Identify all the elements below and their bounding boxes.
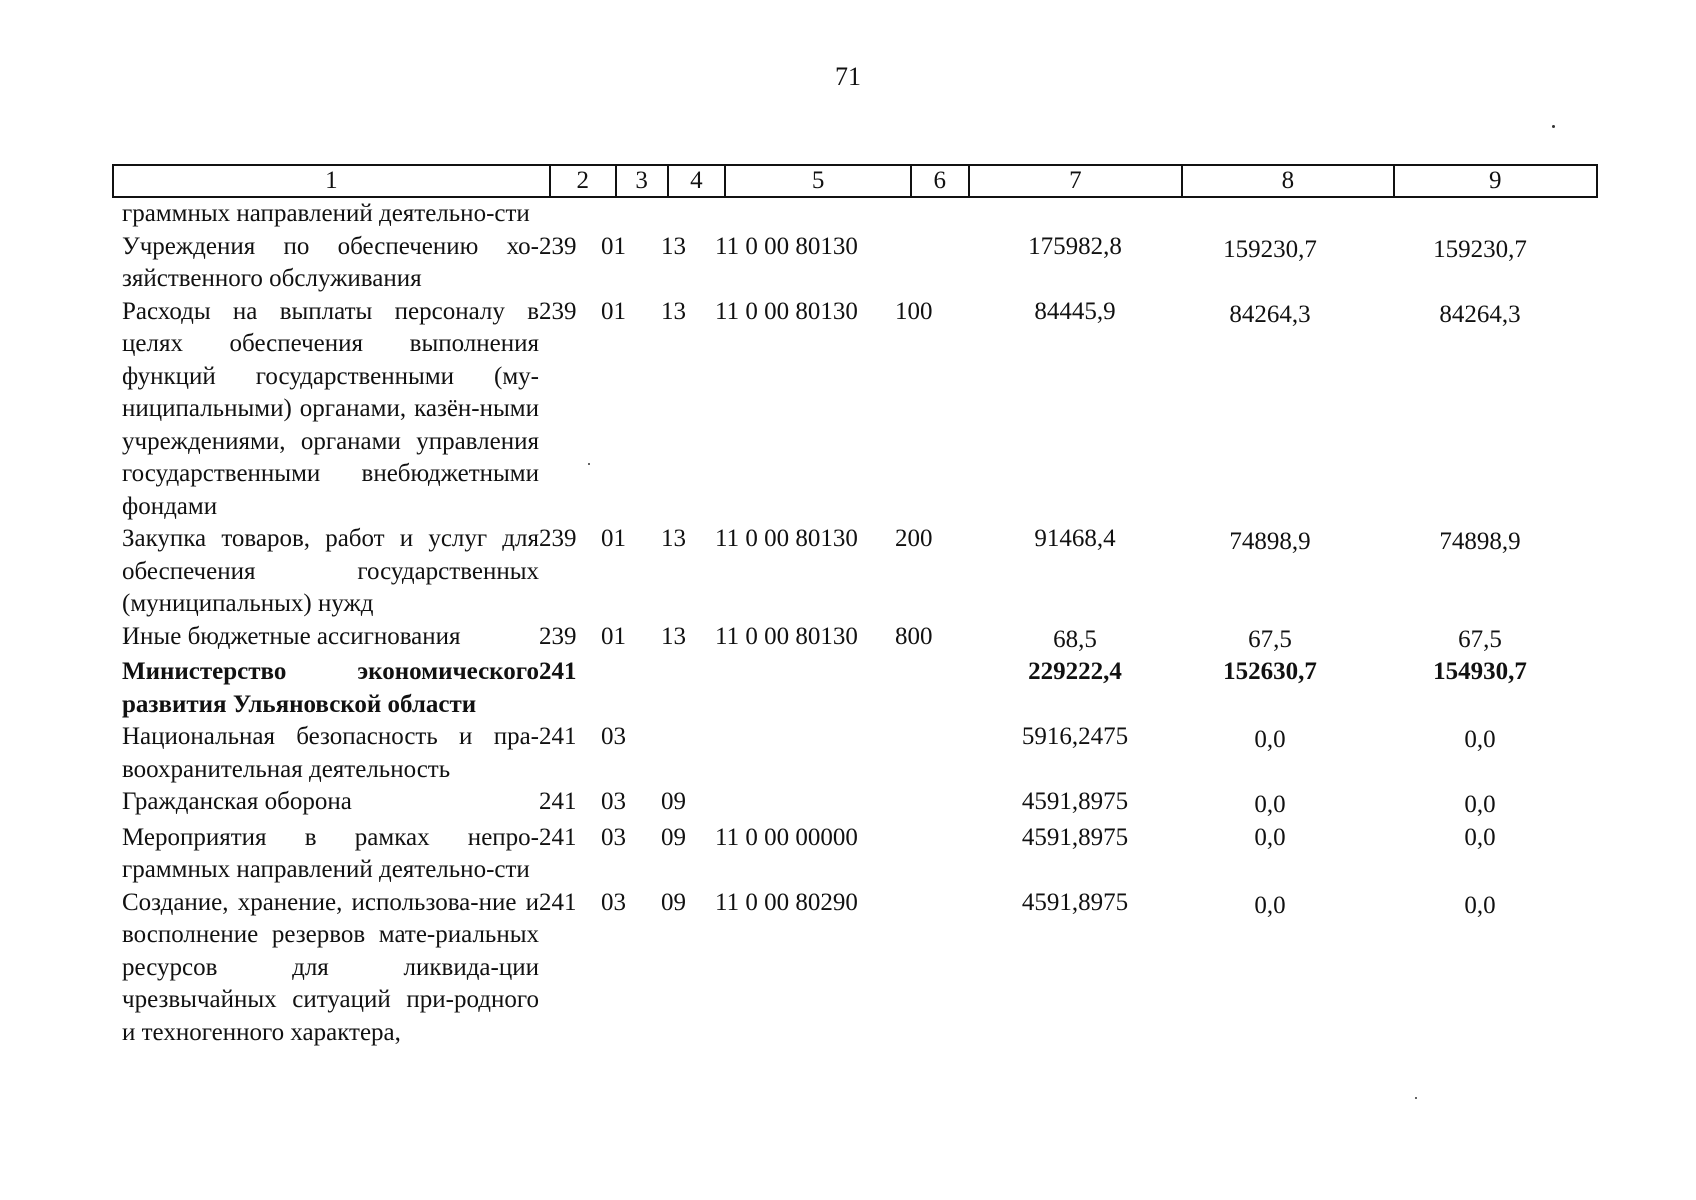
scan-speck <box>1552 125 1555 128</box>
column-header-8: 8 <box>1183 166 1394 196</box>
cell-section: 01 <box>601 525 626 552</box>
cell-expense-type <box>895 198 985 231</box>
cell-amount-7: 5916,2475 <box>1021 723 1129 750</box>
cell-expense-type <box>895 231 985 296</box>
cell-target-article <box>715 786 895 822</box>
cell-section: 03 <box>601 723 626 750</box>
cell-target-article <box>715 721 895 786</box>
cell-expense-type <box>895 656 985 721</box>
column-header-row <box>112 164 1598 198</box>
cell-ministry-code: 239 <box>539 297 577 325</box>
row-name: Гражданская оборона <box>122 788 352 815</box>
row-name: Расходы на выплаты персоналу в целях обеспечения выполнения функций государственными (му-ниципальными) органами, казён-ными учреждениями, органами управления государственными внебюджетными фондами <box>122 297 539 520</box>
table-row <box>122 621 1598 657</box>
cell-amount-9: 159230,7 <box>1433 235 1527 263</box>
cell-section: 01 <box>601 622 626 650</box>
cell-subsection: 13 <box>661 525 686 552</box>
cell-subsection <box>661 721 715 786</box>
cell-subsection <box>661 198 715 231</box>
cell-amount-8: 67,5 <box>1248 625 1292 653</box>
cell-target-article: 11 0 00 80130 <box>715 232 858 260</box>
cell-expense-type <box>895 786 985 822</box>
column-header-5: 5 <box>726 166 912 196</box>
cell-ministry-code: 241 <box>539 823 577 851</box>
cell-amount-9: 84264,3 <box>1439 300 1521 328</box>
cell-amount-9: 0,0 <box>1464 791 1496 818</box>
table-row <box>122 786 1598 822</box>
cell-amount-7: 4591,8975 <box>1021 788 1129 815</box>
cell-amount-8 <box>1165 198 1375 231</box>
cell-amount-9 <box>1375 198 1585 231</box>
cell-section: 01 <box>601 297 626 325</box>
table-row <box>122 198 1598 231</box>
cell-target-article: 11 0 00 80290 <box>715 888 858 916</box>
cell-section: 03 <box>601 823 626 851</box>
table-row <box>122 721 1598 786</box>
cell-expense-type <box>895 887 985 1050</box>
cell-target-article: 11 0 00 80130 <box>715 297 858 325</box>
cell-expense-type: 200 <box>895 525 933 552</box>
cell-amount-9: 0,0 <box>1464 891 1496 919</box>
table-row <box>122 231 1598 296</box>
cell-amount-8: 0,0 <box>1254 726 1286 753</box>
cell-target-article: 11 0 00 80130 <box>715 525 858 552</box>
cell-ministry-code: 241 <box>539 658 577 685</box>
cell-subsection: 13 <box>661 232 686 260</box>
cell-amount-8: 0,0 <box>1254 823 1286 851</box>
cell-expense-type: 800 <box>895 622 933 650</box>
cell-expense-type <box>895 721 985 786</box>
cell-amount-7: 68,5 <box>1053 625 1097 653</box>
cell-amount-8: 0,0 <box>1254 891 1286 919</box>
table-row <box>122 822 1598 887</box>
cell-amount-8: 0,0 <box>1254 791 1286 818</box>
cell-amount-8: 159230,7 <box>1223 235 1317 263</box>
cell-section: 01 <box>601 232 626 260</box>
cell-ministry-code: 239 <box>539 525 577 552</box>
row-name: Мероприятия в рамках непро-граммных направлений деятельно-сти <box>122 823 539 883</box>
row-name: Создание, хранение, использова-ние и восполнение резервов мате-риальных ресурсов для ликвида-ции чрезвычайных ситуаций при-родного и техногенного характера, <box>122 888 539 1046</box>
cell-amount-8: 74898,9 <box>1229 528 1311 555</box>
cell-subsection: 09 <box>661 823 686 851</box>
column-header-4: 4 <box>669 166 727 196</box>
cell-ministry-code: 241 <box>539 788 577 815</box>
cell-target-article: 11 0 00 00000 <box>715 823 858 851</box>
table-row <box>122 887 1598 1050</box>
scan-speck <box>1415 1097 1417 1099</box>
table-row <box>122 296 1598 524</box>
cell-section: 03 <box>601 788 626 815</box>
cell-amount-9: 67,5 <box>1458 625 1502 653</box>
cell-amount-9: 74898,9 <box>1439 528 1521 555</box>
column-header-1: 1 <box>114 166 551 196</box>
cell-amount-7: 4591,8975 <box>1021 888 1129 916</box>
cell-subsection: 09 <box>661 888 686 916</box>
budget-table-body <box>122 198 1598 1049</box>
cell-amount-8: 84264,3 <box>1229 300 1311 328</box>
row-name: Иные бюджетные ассигнования <box>122 622 461 650</box>
cell-section <box>601 198 661 231</box>
cell-amount-7: 229222,4 <box>1028 658 1122 685</box>
cell-ministry-code: 241 <box>539 888 577 916</box>
cell-amount-8: 152630,7 <box>1223 658 1317 685</box>
column-header-3: 3 <box>617 166 669 196</box>
page-number: 71 <box>835 62 861 91</box>
cell-target-article <box>715 198 895 231</box>
cell-ministry-code <box>539 198 601 231</box>
cell-amount-7: 175982,8 <box>1028 232 1122 260</box>
cell-expense-type <box>895 822 985 887</box>
cell-subsection: 13 <box>661 622 686 650</box>
cell-section <box>601 656 661 721</box>
cell-amount-9: 0,0 <box>1464 823 1496 851</box>
cell-expense-type: 100 <box>895 297 933 325</box>
column-header-6: 6 <box>912 166 970 196</box>
column-header-9: 9 <box>1489 167 1502 194</box>
cell-amount-9: 154930,7 <box>1433 658 1527 685</box>
row-name: Национальная безопасность и пра-воохранительная деятельность <box>122 723 539 783</box>
cell-amount-7: 4591,8975 <box>1021 823 1129 851</box>
cell-ministry-code: 241 <box>539 723 577 750</box>
row-name: граммных направлений деятельно-сти <box>122 200 530 227</box>
cell-amount-7 <box>985 198 1165 231</box>
cell-ministry-code: 239 <box>539 232 577 260</box>
cell-subsection <box>661 656 715 721</box>
cell-amount-7: 84445,9 <box>1034 297 1116 325</box>
cell-subsection: 09 <box>661 788 686 815</box>
column-header-7: 7 <box>970 166 1183 196</box>
cell-subsection: 13 <box>661 297 686 325</box>
row-name: Закупка товаров, работ и услуг для обеспечения государственных (муниципальных) нужд <box>122 525 539 617</box>
row-name: Министерство экономического развития Ульяновской области <box>122 658 539 718</box>
cell-target-article: 11 0 00 80130 <box>715 622 858 650</box>
cell-section: 03 <box>601 888 626 916</box>
row-name: Учреждения по обеспечению хо-зяйственного обслуживания <box>122 232 539 292</box>
table-row-ministry <box>122 656 1598 721</box>
column-header-2: 2 <box>551 166 617 196</box>
table-row <box>122 523 1598 621</box>
cell-target-article <box>715 656 895 721</box>
cell-amount-9: 0,0 <box>1464 726 1496 753</box>
cell-ministry-code: 239 <box>539 622 577 650</box>
cell-amount-7: 91468,4 <box>1034 525 1116 552</box>
